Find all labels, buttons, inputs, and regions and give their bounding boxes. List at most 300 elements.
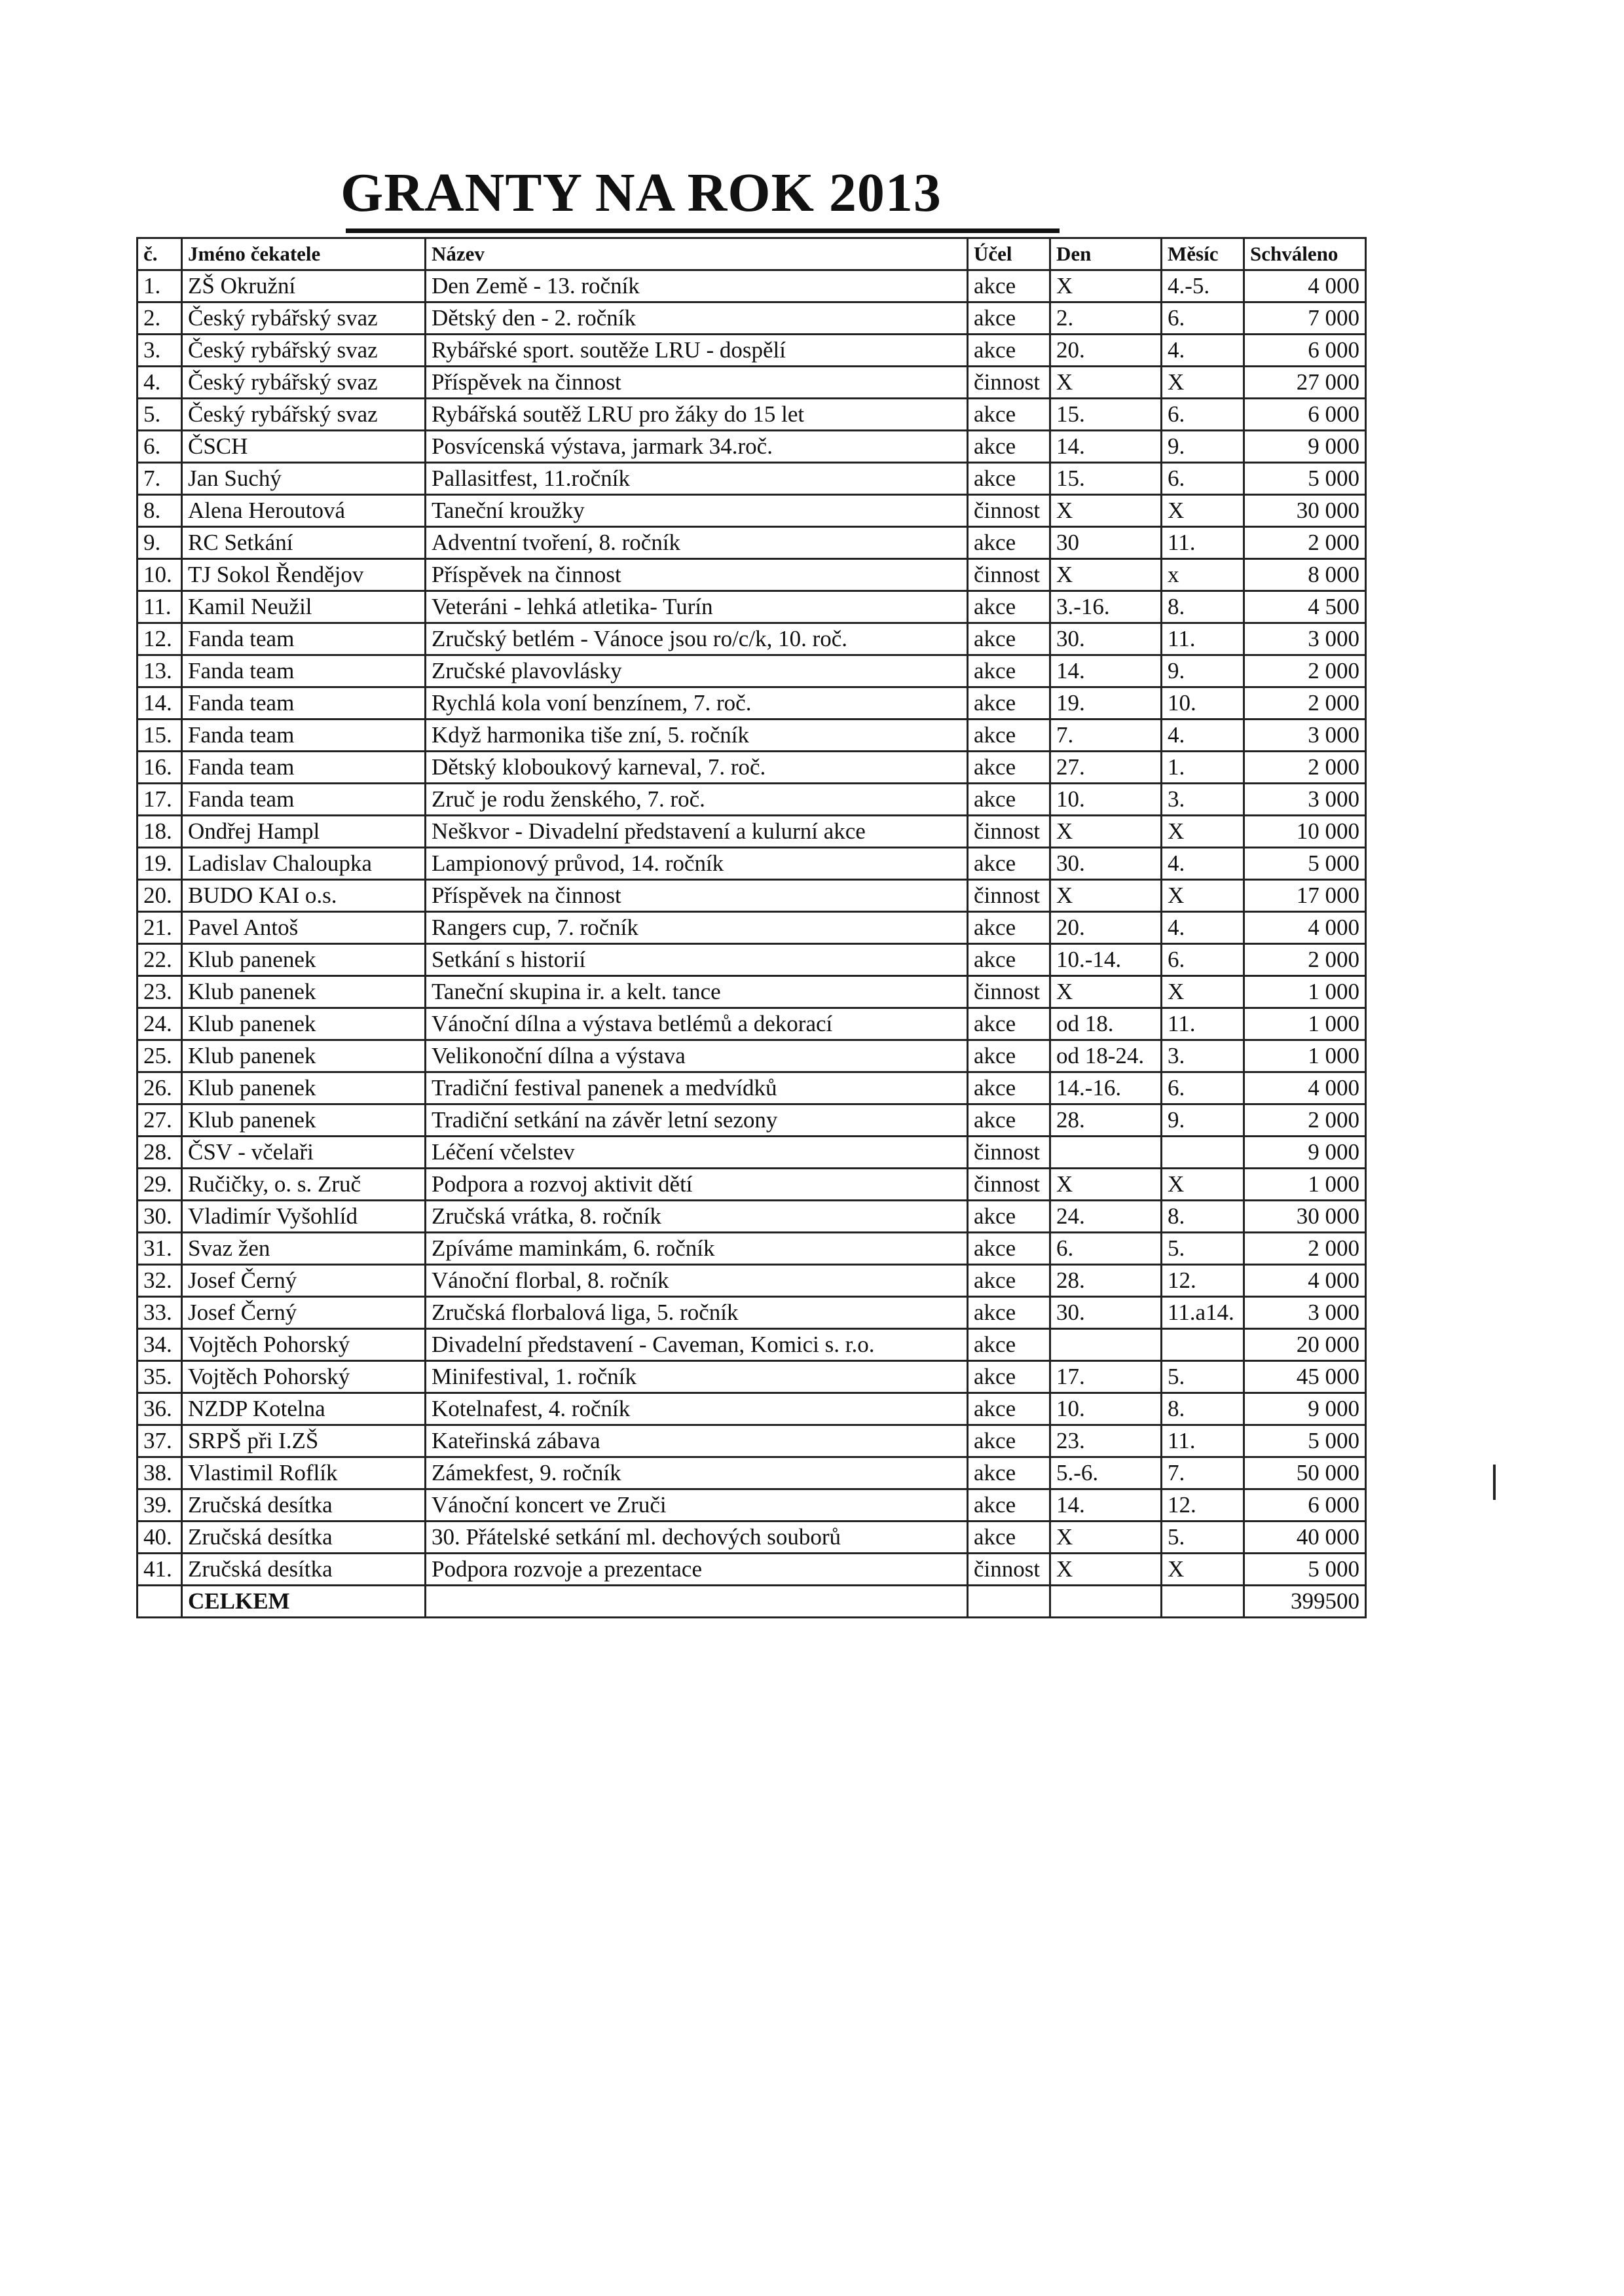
purpose: akce [968, 720, 1050, 752]
table-row [138, 1522, 1366, 1554]
day: 20. [1050, 912, 1162, 944]
row-number: 24. [138, 1008, 182, 1040]
approved-amount: 6 000 [1244, 1489, 1366, 1522]
day: 15. [1050, 399, 1162, 431]
table-row [138, 720, 1366, 752]
row-number: 34. [138, 1329, 182, 1361]
day: X [1050, 880, 1162, 912]
table-cell [1162, 1586, 1244, 1618]
table-row [138, 495, 1366, 527]
month: 9. [1162, 655, 1244, 687]
project-name: Příspěvek na činnost [426, 367, 968, 399]
approved-amount: 1 000 [1244, 1008, 1366, 1040]
table-row [138, 1201, 1366, 1233]
applicant-name: Zručská desítka [182, 1554, 426, 1586]
day: 10. [1050, 1393, 1162, 1425]
applicant-name: Kamil Neužil [182, 591, 426, 623]
column-header: č. [138, 238, 182, 270]
purpose: akce [968, 591, 1050, 623]
row-number: 18. [138, 816, 182, 848]
purpose: akce [968, 784, 1050, 816]
row-number: 15. [138, 720, 182, 752]
project-name: Vánoční koncert ve Zruči [426, 1489, 968, 1522]
project-name: Veteráni - lehká atletika- Turín [426, 591, 968, 623]
applicant-name: TJ Sokol Řendějov [182, 559, 426, 591]
day: X [1050, 1554, 1162, 1586]
day: od 18. [1050, 1008, 1162, 1040]
approved-amount: 10 000 [1244, 816, 1366, 848]
day: X [1050, 495, 1162, 527]
applicant-name: Zručská desítka [182, 1522, 426, 1554]
purpose: akce [968, 1233, 1050, 1265]
applicant-name: Český rybářský svaz [182, 367, 426, 399]
table-row [138, 976, 1366, 1008]
table-row [138, 1329, 1366, 1361]
purpose: akce [968, 1265, 1050, 1297]
purpose: akce [968, 1522, 1050, 1554]
month: 4. [1162, 720, 1244, 752]
project-name: Rychlá kola voní benzínem, 7. roč. [426, 687, 968, 720]
applicant-name: NZDP Kotelna [182, 1393, 426, 1425]
purpose: činnost [968, 1169, 1050, 1201]
purpose: akce [968, 1201, 1050, 1233]
applicant-name: Jan Suchý [182, 463, 426, 495]
month: 4. [1162, 912, 1244, 944]
purpose: akce [968, 912, 1050, 944]
purpose: akce [968, 1393, 1050, 1425]
applicant-name: Klub panenek [182, 1072, 426, 1104]
month: X [1162, 1554, 1244, 1586]
month [1162, 1137, 1244, 1169]
row-number: 2. [138, 302, 182, 335]
row-number: 23. [138, 976, 182, 1008]
purpose: činnost [968, 559, 1050, 591]
total-label: CELKEM [182, 1586, 426, 1618]
table-row [138, 399, 1366, 431]
table-row [138, 1169, 1366, 1201]
row-number: 29. [138, 1169, 182, 1201]
purpose: činnost [968, 816, 1050, 848]
day: 10.-14. [1050, 944, 1162, 976]
applicant-name: Pavel Antoš [182, 912, 426, 944]
table-row [138, 1072, 1366, 1104]
project-name: Rybářské sport. soutěže LRU - dospělí [426, 335, 968, 367]
table-row [138, 1008, 1366, 1040]
approved-amount: 30 000 [1244, 495, 1366, 527]
row-number: 40. [138, 1522, 182, 1554]
applicant-name: BUDO KAI o.s. [182, 880, 426, 912]
month: 11. [1162, 1425, 1244, 1457]
approved-amount: 5 000 [1244, 463, 1366, 495]
column-header: Jméno čekatele [182, 238, 426, 270]
day: X [1050, 1169, 1162, 1201]
project-name: Tradiční setkání na závěr letní sezony [426, 1104, 968, 1137]
table-row [138, 431, 1366, 463]
applicant-name: Český rybářský svaz [182, 335, 426, 367]
total-row [138, 1586, 1366, 1618]
month: 6. [1162, 463, 1244, 495]
approved-amount: 4 000 [1244, 912, 1366, 944]
month: 9. [1162, 431, 1244, 463]
month: X [1162, 976, 1244, 1008]
table-row [138, 1137, 1366, 1169]
table-cell [968, 1586, 1050, 1618]
row-number: 41. [138, 1554, 182, 1586]
approved-amount: 30 000 [1244, 1201, 1366, 1233]
purpose: akce [968, 1457, 1050, 1489]
day: X [1050, 816, 1162, 848]
purpose: akce [968, 1329, 1050, 1361]
day: 20. [1050, 335, 1162, 367]
month: 11. [1162, 527, 1244, 559]
row-number: 21. [138, 912, 182, 944]
project-name: Den Země - 13. ročník [426, 270, 968, 302]
table-row [138, 1457, 1366, 1489]
table-row [138, 1297, 1366, 1329]
table-row [138, 1393, 1366, 1425]
purpose: činnost [968, 495, 1050, 527]
table-row [138, 1554, 1366, 1586]
approved-amount: 2 000 [1244, 944, 1366, 976]
approved-amount: 2 000 [1244, 752, 1366, 784]
purpose: akce [968, 752, 1050, 784]
approved-amount: 20 000 [1244, 1329, 1366, 1361]
approved-amount: 9 000 [1244, 1137, 1366, 1169]
day: 24. [1050, 1201, 1162, 1233]
table-row [138, 367, 1366, 399]
applicant-name: Ladislav Chaloupka [182, 848, 426, 880]
row-number: 31. [138, 1233, 182, 1265]
project-name: Podpora a rozvoj aktivit dětí [426, 1169, 968, 1201]
row-number: 9. [138, 527, 182, 559]
project-name: Taneční kroužky [426, 495, 968, 527]
row-number: 19. [138, 848, 182, 880]
day: 15. [1050, 463, 1162, 495]
purpose: činnost [968, 880, 1050, 912]
month: x [1162, 559, 1244, 591]
table-row [138, 1361, 1366, 1393]
applicant-name: ZŠ Okružní [182, 270, 426, 302]
approved-amount: 6 000 [1244, 335, 1366, 367]
table-row [138, 1104, 1366, 1137]
day: 14.-16. [1050, 1072, 1162, 1104]
purpose: akce [968, 623, 1050, 655]
purpose: akce [968, 1489, 1050, 1522]
applicant-name: Vladimír Vyšohlíd [182, 1201, 426, 1233]
day: 30. [1050, 848, 1162, 880]
column-header: Měsíc [1162, 238, 1244, 270]
day: 6. [1050, 1233, 1162, 1265]
row-number: 1. [138, 270, 182, 302]
applicant-name: Český rybářský svaz [182, 399, 426, 431]
month: 9. [1162, 1104, 1244, 1137]
project-name: Zručská vrátka, 8. ročník [426, 1201, 968, 1233]
project-name: 30. Přátelské setkání ml. dechových souborů [426, 1522, 968, 1554]
column-header: Den [1050, 238, 1162, 270]
month: 8. [1162, 1201, 1244, 1233]
approved-amount: 4 000 [1244, 1265, 1366, 1297]
table-row [138, 944, 1366, 976]
month: 6. [1162, 399, 1244, 431]
margin-mark [1493, 1465, 1496, 1500]
approved-amount: 9 000 [1244, 1393, 1366, 1425]
purpose: akce [968, 270, 1050, 302]
applicant-name: Zručská desítka [182, 1489, 426, 1522]
project-name: Podpora rozvoje a prezentace [426, 1554, 968, 1586]
row-number: 12. [138, 623, 182, 655]
applicant-name: Svaz žen [182, 1233, 426, 1265]
project-name: Zručské plavovlásky [426, 655, 968, 687]
month: X [1162, 367, 1244, 399]
table-row [138, 848, 1366, 880]
applicant-name: Klub panenek [182, 976, 426, 1008]
row-number: 27. [138, 1104, 182, 1137]
purpose: akce [968, 302, 1050, 335]
month: 4. [1162, 335, 1244, 367]
day: X [1050, 1522, 1162, 1554]
month: 8. [1162, 1393, 1244, 1425]
project-name: Adventní tvoření, 8. ročník [426, 527, 968, 559]
month: 12. [1162, 1265, 1244, 1297]
project-name: Setkání s historií [426, 944, 968, 976]
row-number: 7. [138, 463, 182, 495]
day: X [1050, 976, 1162, 1008]
purpose: akce [968, 848, 1050, 880]
purpose: akce [968, 1104, 1050, 1137]
total-value: 399500 [1244, 1586, 1366, 1618]
day: 28. [1050, 1265, 1162, 1297]
project-name: Lampionový průvod, 14. ročník [426, 848, 968, 880]
project-name: Velikonoční dílna a výstava [426, 1040, 968, 1072]
project-name: Vánoční florbal, 8. ročník [426, 1265, 968, 1297]
table-row [138, 880, 1366, 912]
purpose: akce [968, 944, 1050, 976]
approved-amount: 5 000 [1244, 1554, 1366, 1586]
row-number: 25. [138, 1040, 182, 1072]
project-name: Když harmonika tiše zní, 5. ročník [426, 720, 968, 752]
applicant-name: Fanda team [182, 623, 426, 655]
project-name: Zručská florbalová liga, 5. ročník [426, 1297, 968, 1329]
approved-amount: 7 000 [1244, 302, 1366, 335]
month: 3. [1162, 1040, 1244, 1072]
applicant-name: Ondřej Hampl [182, 816, 426, 848]
table-cell [1050, 1586, 1162, 1618]
purpose: činnost [968, 367, 1050, 399]
table-row [138, 912, 1366, 944]
day: od 18-24. [1050, 1040, 1162, 1072]
month: 5. [1162, 1522, 1244, 1554]
month: 12. [1162, 1489, 1244, 1522]
approved-amount: 2 000 [1244, 1233, 1366, 1265]
row-number: 16. [138, 752, 182, 784]
applicant-name: SRPŠ při I.ZŠ [182, 1425, 426, 1457]
day: 27. [1050, 752, 1162, 784]
approved-amount: 5 000 [1244, 848, 1366, 880]
project-name: Zpíváme maminkám, 6. ročník [426, 1233, 968, 1265]
project-name: Tradiční festival panenek a medvídků [426, 1072, 968, 1104]
applicant-name: Klub panenek [182, 1040, 426, 1072]
month: 3. [1162, 784, 1244, 816]
project-name: Příspěvek na činnost [426, 880, 968, 912]
approved-amount: 27 000 [1244, 367, 1366, 399]
table-row [138, 623, 1366, 655]
purpose: činnost [968, 1554, 1050, 1586]
row-number: 28. [138, 1137, 182, 1169]
approved-amount: 3 000 [1244, 1297, 1366, 1329]
project-name: Zruč je rodu ženského, 7. roč. [426, 784, 968, 816]
approved-amount: 4 000 [1244, 1072, 1366, 1104]
month: 5. [1162, 1233, 1244, 1265]
day: 10. [1050, 784, 1162, 816]
row-number: 37. [138, 1425, 182, 1457]
table-row [138, 559, 1366, 591]
month: 11. [1162, 623, 1244, 655]
project-name: Minifestival, 1. ročník [426, 1361, 968, 1393]
day: X [1050, 559, 1162, 591]
row-number: 6. [138, 431, 182, 463]
row-number: 11. [138, 591, 182, 623]
day [1050, 1329, 1162, 1361]
day: 14. [1050, 655, 1162, 687]
row-number: 5. [138, 399, 182, 431]
purpose: akce [968, 431, 1050, 463]
table-cell [138, 1586, 182, 1618]
approved-amount: 50 000 [1244, 1457, 1366, 1489]
applicant-name: Fanda team [182, 752, 426, 784]
applicant-name: Klub panenek [182, 1008, 426, 1040]
purpose: akce [968, 687, 1050, 720]
project-name: Rybářská soutěž LRU pro žáky do 15 let [426, 399, 968, 431]
month: X [1162, 816, 1244, 848]
purpose: akce [968, 1425, 1050, 1457]
month: 4. [1162, 848, 1244, 880]
applicant-name: Ručičky, o. s. Zruč [182, 1169, 426, 1201]
day: 14. [1050, 1489, 1162, 1522]
project-name: Příspěvek na činnost [426, 559, 968, 591]
row-number: 26. [138, 1072, 182, 1104]
approved-amount: 45 000 [1244, 1361, 1366, 1393]
applicant-name: Fanda team [182, 784, 426, 816]
applicant-name: Český rybářský svaz [182, 302, 426, 335]
table-row [138, 335, 1366, 367]
month: 10. [1162, 687, 1244, 720]
applicant-name: Vojtěch Pohorský [182, 1329, 426, 1361]
month: 7. [1162, 1457, 1244, 1489]
month: X [1162, 495, 1244, 527]
row-number: 20. [138, 880, 182, 912]
month: 8. [1162, 591, 1244, 623]
applicant-name: Josef Černý [182, 1265, 426, 1297]
row-number: 14. [138, 687, 182, 720]
applicant-name: Alena Heroutová [182, 495, 426, 527]
approved-amount: 1 000 [1244, 1169, 1366, 1201]
day: 28. [1050, 1104, 1162, 1137]
row-number: 17. [138, 784, 182, 816]
grants-table [136, 237, 1367, 1618]
applicant-name: Klub panenek [182, 944, 426, 976]
approved-amount: 40 000 [1244, 1522, 1366, 1554]
month: X [1162, 1169, 1244, 1201]
day: 3.-16. [1050, 591, 1162, 623]
month: 11.a14. [1162, 1297, 1244, 1329]
day: X [1050, 270, 1162, 302]
applicant-name: Vojtěch Pohorský [182, 1361, 426, 1393]
table-row [138, 687, 1366, 720]
project-name: Rangers cup, 7. ročník [426, 912, 968, 944]
page-title: GRANTY NA ROK 2013 [341, 162, 942, 223]
day: 2. [1050, 302, 1162, 335]
approved-amount: 8 000 [1244, 559, 1366, 591]
approved-amount: 3 000 [1244, 623, 1366, 655]
approved-amount: 9 000 [1244, 431, 1366, 463]
table-row [138, 270, 1366, 302]
table-row [138, 527, 1366, 559]
purpose: akce [968, 1361, 1050, 1393]
purpose: akce [968, 399, 1050, 431]
month: 4.-5. [1162, 270, 1244, 302]
row-number: 8. [138, 495, 182, 527]
project-name: Dětský kloboukový karneval, 7. roč. [426, 752, 968, 784]
approved-amount: 3 000 [1244, 784, 1366, 816]
project-name: Zručský betlém - Vánoce jsou ro/c/k, 10. roč. [426, 623, 968, 655]
row-number: 13. [138, 655, 182, 687]
day: 30. [1050, 623, 1162, 655]
project-name: Neškvor - Divadelní představení a kulurní akce [426, 816, 968, 848]
approved-amount: 6 000 [1244, 399, 1366, 431]
day: 30 [1050, 527, 1162, 559]
table-header-row [138, 238, 1366, 270]
applicant-name: Fanda team [182, 687, 426, 720]
title-underline [346, 228, 1060, 233]
purpose: akce [968, 463, 1050, 495]
column-header: Schváleno [1244, 238, 1366, 270]
day: 30. [1050, 1297, 1162, 1329]
project-name: Dětský den - 2. ročník [426, 302, 968, 335]
table-row [138, 463, 1366, 495]
day: 17. [1050, 1361, 1162, 1393]
column-header: Účel [968, 238, 1050, 270]
applicant-name: Fanda team [182, 655, 426, 687]
row-number: 33. [138, 1297, 182, 1329]
approved-amount: 17 000 [1244, 880, 1366, 912]
applicant-name: RC Setkání [182, 527, 426, 559]
approved-amount: 2 000 [1244, 527, 1366, 559]
month: 6. [1162, 944, 1244, 976]
project-name: Posvícenská výstava, jarmark 34.roč. [426, 431, 968, 463]
applicant-name: ČSCH [182, 431, 426, 463]
day: 5.-6. [1050, 1457, 1162, 1489]
project-name: Vánoční dílna a výstava betlémů a dekorací [426, 1008, 968, 1040]
approved-amount: 4 500 [1244, 591, 1366, 623]
approved-amount: 2 000 [1244, 687, 1366, 720]
day: X [1050, 367, 1162, 399]
month: 6. [1162, 302, 1244, 335]
day: 19. [1050, 687, 1162, 720]
table-row [138, 1233, 1366, 1265]
table-row [138, 302, 1366, 335]
project-name: Zámekfest, 9. ročník [426, 1457, 968, 1489]
table-row [138, 1425, 1366, 1457]
table-row [138, 591, 1366, 623]
table-row [138, 784, 1366, 816]
project-name: Divadelní představení - Caveman, Komici s. r.o. [426, 1329, 968, 1361]
purpose: akce [968, 1040, 1050, 1072]
project-name: Pallasitfest, 11.ročník [426, 463, 968, 495]
approved-amount: 1 000 [1244, 1040, 1366, 1072]
month: 6. [1162, 1072, 1244, 1104]
project-name: Léčení včelstev [426, 1137, 968, 1169]
approved-amount: 1 000 [1244, 976, 1366, 1008]
